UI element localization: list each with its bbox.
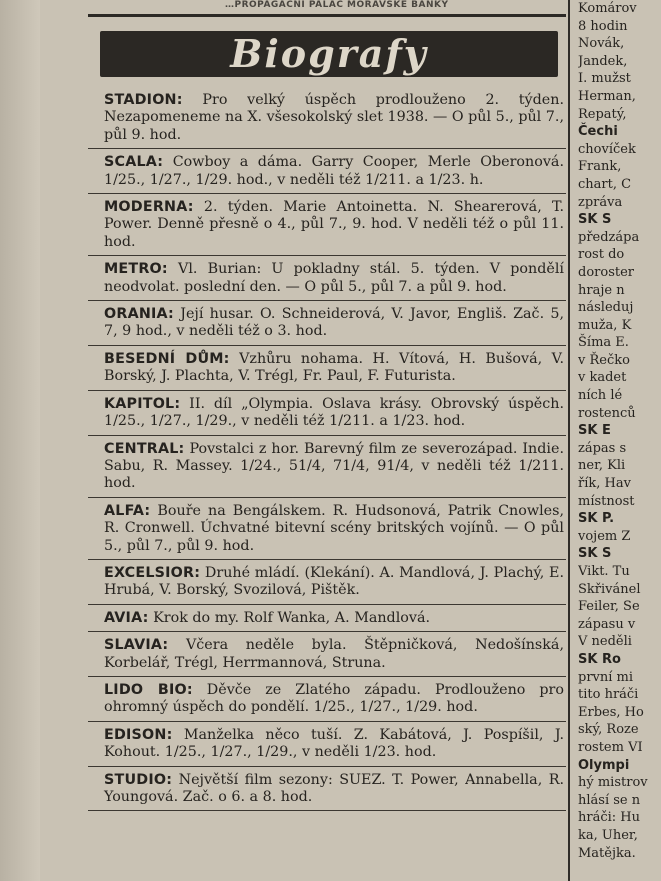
- adjacent-text-line: ka, Uher,: [578, 827, 638, 843]
- adjacent-text-line: doroster: [578, 264, 634, 280]
- adjacent-text-line: v kadet: [578, 370, 627, 386]
- cinema-entry: [88, 632, 566, 677]
- adjacent-text-line: Šíma E.: [578, 335, 629, 351]
- cinema-entry: [88, 194, 566, 256]
- cinema-program: Bouře na Bengálskem. R. Hudsonová, Patrik Cnowles, R. Cronwell. Úchvatné bitevní scény britských vojínů. — O půl 5., půl 7., půl 9. hod.: [104, 502, 564, 554]
- cinema-entry: [88, 436, 566, 498]
- cinema-name: EDISON:: [104, 726, 173, 743]
- cinema-name: SLAVIA:: [104, 637, 169, 654]
- adjacent-text-line: následuj: [578, 300, 634, 316]
- adjacent-text-line: rostem VI: [578, 739, 643, 755]
- cinema-name: KAPITOL:: [104, 395, 181, 412]
- adjacent-text-line: tito hráči: [578, 687, 639, 703]
- adjacent-text-line: Skřivánel: [578, 581, 641, 597]
- cinema-entry: [88, 301, 566, 346]
- adjacent-text-line: SK S: [578, 212, 612, 228]
- cinema-program: II. díl „Olympia. Oslava krásy. Obrovský úspěch. 1/25., 1/27., 1/29., v neděli též 1/211. a 1/23. hod.: [104, 395, 564, 430]
- adjacent-text-line: ský, Roze: [578, 722, 639, 738]
- cinema-name: STUDIO:: [104, 771, 173, 788]
- cinema-program: Vzhůru nohama. H. Vítová, H. Bušová, V. Borský, J. Plachta, V. Trégl, Fr. Paul, F. Futurista.: [104, 350, 564, 385]
- adjacent-text-line: hráči: Hu: [578, 810, 640, 826]
- adjacent-text-line: Repatý,: [578, 106, 627, 122]
- adjacent-text-line: Olympi: [578, 757, 630, 773]
- cinema-name: LIDO BIO:: [104, 681, 193, 698]
- cinema-program: Děvče ze Zlatého západu. Prodlouženo pro ohromný úspěch do pondělí. 1/25., 1/27., 1/29. hod.: [104, 681, 564, 716]
- adjacent-text-line: Čechi: [578, 124, 618, 140]
- adjacent-text-line: I. mužst: [578, 71, 631, 87]
- adjacent-text-line: předzápa: [578, 229, 640, 245]
- adjacent-text-line: místnost: [578, 493, 635, 509]
- page-edge: [0, 0, 40, 881]
- adjacent-text-line: ner, Kli: [578, 458, 626, 474]
- cinema-listings-column: [88, 14, 566, 881]
- cinema-program: Krok do my. Rolf Wanka, A. Mandlová.: [153, 609, 431, 626]
- adjacent-text-line: první mi: [578, 669, 634, 685]
- cinema-name: ALFA:: [104, 502, 151, 519]
- cinema-name: METRO:: [104, 261, 168, 278]
- cinema-program: Povstalci z hor. Barevný film ze severozápad. Indie. Sabu, R. Massey. 1/24., 51/4, 71/4, 91/4, v neděli též 1/211. hod.: [104, 440, 564, 492]
- adjacent-text-line: Komárov: [578, 1, 637, 16]
- cinema-name: CENTRAL:: [104, 440, 185, 457]
- adjacent-text-line: řík, Hav: [578, 476, 631, 492]
- cinema-name: ORANIA:: [104, 306, 174, 323]
- adjacent-text-line: zápas s: [578, 440, 627, 456]
- adjacent-text-line: vojem Z: [578, 528, 631, 544]
- column-divider: [568, 0, 570, 881]
- adjacent-text-line: hlásí se n: [578, 792, 641, 808]
- cinema-name: STADION:: [104, 92, 183, 108]
- cinema-program: Včera neděle byla. Štěpničková, Nedošínská, Korbelář, Trégl, Herrmannová, Struna.: [104, 637, 564, 671]
- clipped-header: …PROPAGAČNÍ PALÁC MORAVSKÉ BANKY: [225, 0, 449, 10]
- listing-entries: [88, 87, 566, 811]
- cinema-entry: [88, 256, 566, 301]
- adjacent-text-line: hraje n: [578, 282, 625, 298]
- cinema-program: Cowboy a dáma. Garry Cooper, Merle Oberonová. 1/25., 1/27., 1/29. hod., v neděli též 1/211. a 1/23. h.: [104, 154, 564, 188]
- section-title: Biografy: [230, 31, 428, 76]
- cinema-entry: [88, 391, 566, 436]
- cinema-program: Největší film sezony: SUEZ. T. Power, Annabella, R. Youngová. Zač. o 6. a 8. hod.: [104, 771, 565, 805]
- adjacent-text-line: Novák,: [578, 36, 625, 52]
- cinema-program: Její husar. O. Schneiderová, V. Javor, Engliš. Zač. 5, 7, 9 hod., v neděli též o 3. hod.: [104, 306, 565, 340]
- cinema-program: Pro velký úspěch prodlouženo 2. týden. Nezapomeneme na X. všesokolský slet 1938. — O půl 5., půl 7., půl 9. hod.: [104, 92, 564, 143]
- adjacent-text-line: hý mistrov: [578, 775, 648, 791]
- adjacent-text-line: Feiler, Se: [578, 599, 640, 615]
- adjacent-text-line: zápasu v: [578, 616, 636, 632]
- adjacent-text-line: SK S: [578, 546, 612, 562]
- adjacent-text-line: 8 hodin: [578, 18, 628, 34]
- section-banner: [100, 31, 558, 77]
- adjacent-text-line: rostenců: [578, 405, 636, 421]
- adjacent-text-line: Jandek,: [578, 53, 628, 69]
- top-rule: [88, 14, 566, 17]
- adjacent-text-line: ních lé: [578, 388, 623, 404]
- cinema-entry: [88, 87, 566, 149]
- cinema-name: SCALA:: [104, 154, 164, 171]
- adjacent-column-text: [578, 0, 661, 881]
- cinema-program: Manželka něco tuší. Z. Kabátová, J. Pospíšil, J. Kohout. 1/25., 1/27., 1/29., v neděli 1/23. hod.: [104, 726, 564, 761]
- cinema-name: EXCELSIOR:: [104, 564, 201, 581]
- adjacent-text-line: Matějka.: [578, 845, 636, 861]
- adjacent-text-line: Frank,: [578, 159, 622, 175]
- cinema-entry: [88, 605, 566, 632]
- adjacent-text-line: v Řečko: [578, 352, 630, 368]
- adjacent-text-line: SK E: [578, 423, 611, 439]
- adjacent-text-line: Erbes, Ho: [578, 704, 644, 720]
- adjacent-text-line: V neděli: [578, 634, 632, 650]
- adjacent-text-line: chart, C: [578, 176, 632, 192]
- cinema-program: Druhé mládí. (Klekání). A. Mandlová, J. Plachý, E. Hrubá, V. Borský, Svozilová, Pištěk.: [104, 564, 564, 599]
- adjacent-text-line: muža, K: [578, 317, 632, 333]
- cinema-name: MODERNA:: [104, 199, 194, 216]
- cinema-entry: [88, 149, 566, 194]
- cinema-name: BESEDNÍ DŮM:: [104, 350, 230, 367]
- adjacent-text-line: chovíček: [578, 141, 636, 157]
- cinema-entry: [88, 677, 566, 722]
- cinema-entry: [88, 560, 566, 605]
- adjacent-text-line: Vikt. Tu: [578, 564, 630, 579]
- cinema-entry: [88, 722, 566, 767]
- cinema-name: AVIA:: [104, 609, 149, 626]
- adjacent-text-line: rost do: [578, 247, 625, 263]
- cinema-entry: [88, 767, 566, 812]
- adjacent-text-line: SK P.: [578, 511, 615, 527]
- cinema-entry: [88, 498, 566, 560]
- adjacent-text-line: Herman,: [578, 88, 636, 104]
- adjacent-text-line: SK Ro: [578, 651, 621, 667]
- cinema-entry: [88, 346, 566, 391]
- cinema-program: 2. týden. Marie Antoinetta. N. Shearerová, T. Power. Denně přesně o 4., půl 7., 9. hod. V neděli též o půl 11. hod.: [104, 199, 564, 250]
- cinema-program: Vl. Burian: U pokladny stál. 5. týden. V pondělí neodvolat. poslední den. — O půl 5., půl 7. a půl 9. hod.: [104, 261, 565, 295]
- adjacent-text-line: zpráva: [578, 194, 623, 210]
